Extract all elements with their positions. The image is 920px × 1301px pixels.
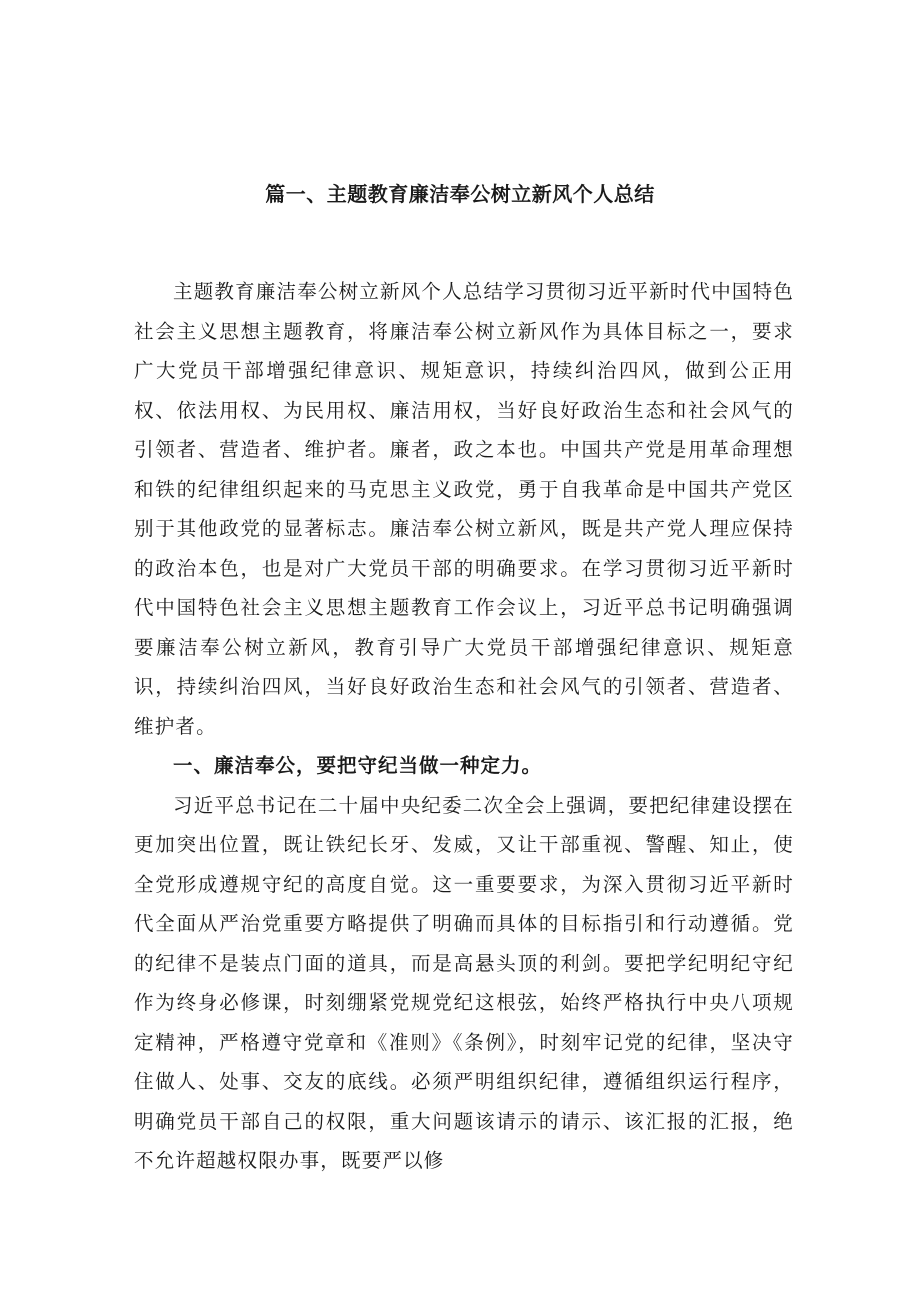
document-body (134, 272, 794, 1181)
intro-paragraph: 主题教育廉洁奉公树立新风个人总结学习贯彻习近平新时代中国特色社会主义思想主题教育，将廉洁奉公树立新风作为具体目标之一，要求广大党员干部增强纪律意识、规矩意识，持续纠治四风，做到公正用权、依法用权、为民用权、廉洁用权，当好良好政治生态和社会风气的引领者、营造者、维护者。廉者，政之本也。中国共产党是用革命理想和铁的纪律组织起来的马克思主义政党，勇于自我革命是中国共产党区别于其他政党的显著标志。廉洁奉公树立新风，既是共产党人理应保持的政治本色，也是对广大党员干部的明确要求。在学习贯彻习近平新时代中国特色社会主义思想主题教育工作会议上，习近平总书记明确强调要廉洁奉公树立新风，教育引导广大党员干部增强纪律意识、规矩意识，持续纠治四风，当好良好政治生态和社会风气的引领者、营造者、维护者。 (134, 280, 795, 738)
document-title: 篇一、主题教育廉洁奉公树立新风个人总结 (265, 182, 655, 206)
section-1-heading: 一、廉洁奉公，要把守纪当做一种定力。 (173, 754, 543, 777)
section-1-paragraph: 习近平总书记在二十届中央纪委二次全会上强调，要把纪律建设摆在更加突出位置，既让铁纪长牙、发威，又让干部重视、警醒、知止，使全党形成遵规守纪的高度自觉。这一重要要求，为深入贯彻习近平新时代全面从严治党重要方略提供了明确而具体的目标指引和行动遵循。党的纪律不是装点门面的道具，而是高悬头顶的利剑。要把学纪明纪守纪作为终身必修课，时刻绷紧党规党纪这根弦，始终严格执行中央八项规定精神，严格遵守党章和《准则》《条例》，时刻牢记党的纪律，坚决守住做人、处事、交友的底线。必须严明组织纪律，遵循组织运行程序，明确党员干部自己的权限，重大问题该请示的请示、该汇报的汇报，绝不允许超越权限办事，既要严以修 (134, 793, 795, 1172)
